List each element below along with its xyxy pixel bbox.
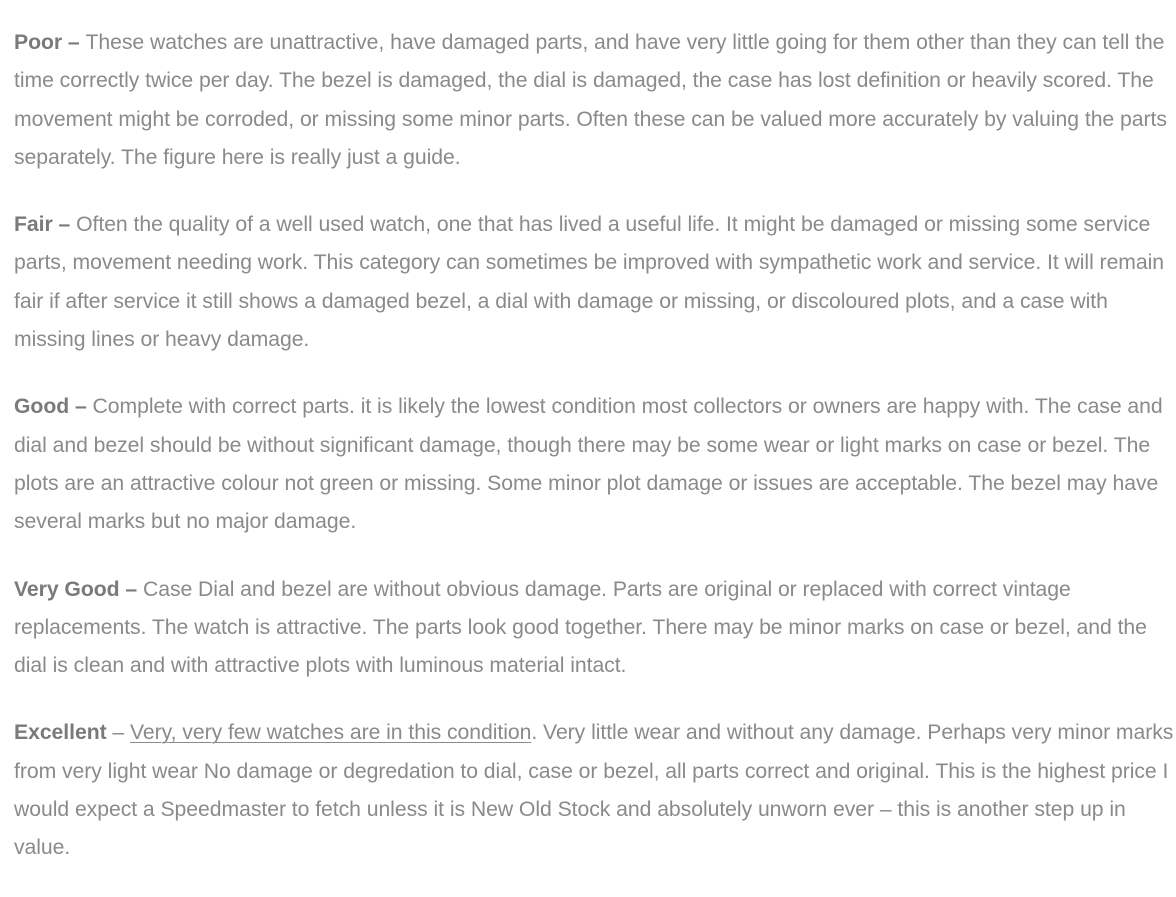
condition-description: Case Dial and bezel are without obvious damage. Parts are original or replaced with correct vintage replacements. The watch is attractive. The parts look good together. There may be minor marks on case or bezel, and the dial is clean and with attractive plots with luminous material intact. — [14, 577, 1147, 678]
condition-fair — [14, 206, 1176, 359]
term-separator: – — [106, 721, 131, 745]
rarity-link[interactable]: Very, very few watches are in this condition — [130, 721, 532, 745]
condition-description: Complete with correct parts. it is likely the lowest condition most collectors or owners are happy with. The case and dial and bezel should be without significant damage, though there may be some wear or light marks on case or bezel. The plots are an attractive colour not green or missing. Some minor plot damage or issues are acceptable. The bezel may have several marks but no major damage. — [14, 395, 1163, 534]
condition-good — [14, 388, 1176, 541]
condition-description: . Very little wear and without any damage. Perhaps very minor marks from very light wear No damage or degredation to dial, case or bezel, all parts correct and original. This is the highest price I would expect a Speedmaster to fetch unless it is New Old Stock and absolutely unworn ever – this is another step up in value. — [14, 721, 1174, 860]
term-separator: – — [62, 31, 86, 54]
condition-very-good — [14, 571, 1176, 686]
condition-term: Excellent — [14, 721, 107, 745]
condition-description: Often the quality of a well used watch, one that has lived a useful life. It might be damaged or missing some service parts, movement needing work. This category can sometimes be improved with sympathetic work and service. It will remain fair if after service it still shows a damaged bezel, a dial with damage or missing, or discoloured plots, and a case with missing lines or heavy damage. — [14, 213, 1165, 352]
condition-poor — [14, 24, 1176, 177]
term-separator: – — [52, 213, 77, 237]
term-separator: – — [69, 395, 93, 419]
term-separator: – — [119, 577, 143, 601]
condition-description: These watches are unattractive, have damaged parts, and have very little going for them other than they can tell the time correctly twice per day. The bezel is damaged, the dial is damaged, the case has lost definition or heavily scored. The movement might be corroded, or missing some minor parts. Often these can be valued more accurately by valuing the parts separately. The figure here is really just a guide. — [14, 31, 1167, 169]
condition-term: Fair — [14, 213, 53, 237]
condition-term: Poor — [14, 31, 63, 54]
condition-excellent — [14, 714, 1176, 867]
condition-guide — [14, 24, 1176, 897]
condition-term: Very Good — [14, 577, 120, 601]
condition-term: Good — [14, 395, 70, 419]
